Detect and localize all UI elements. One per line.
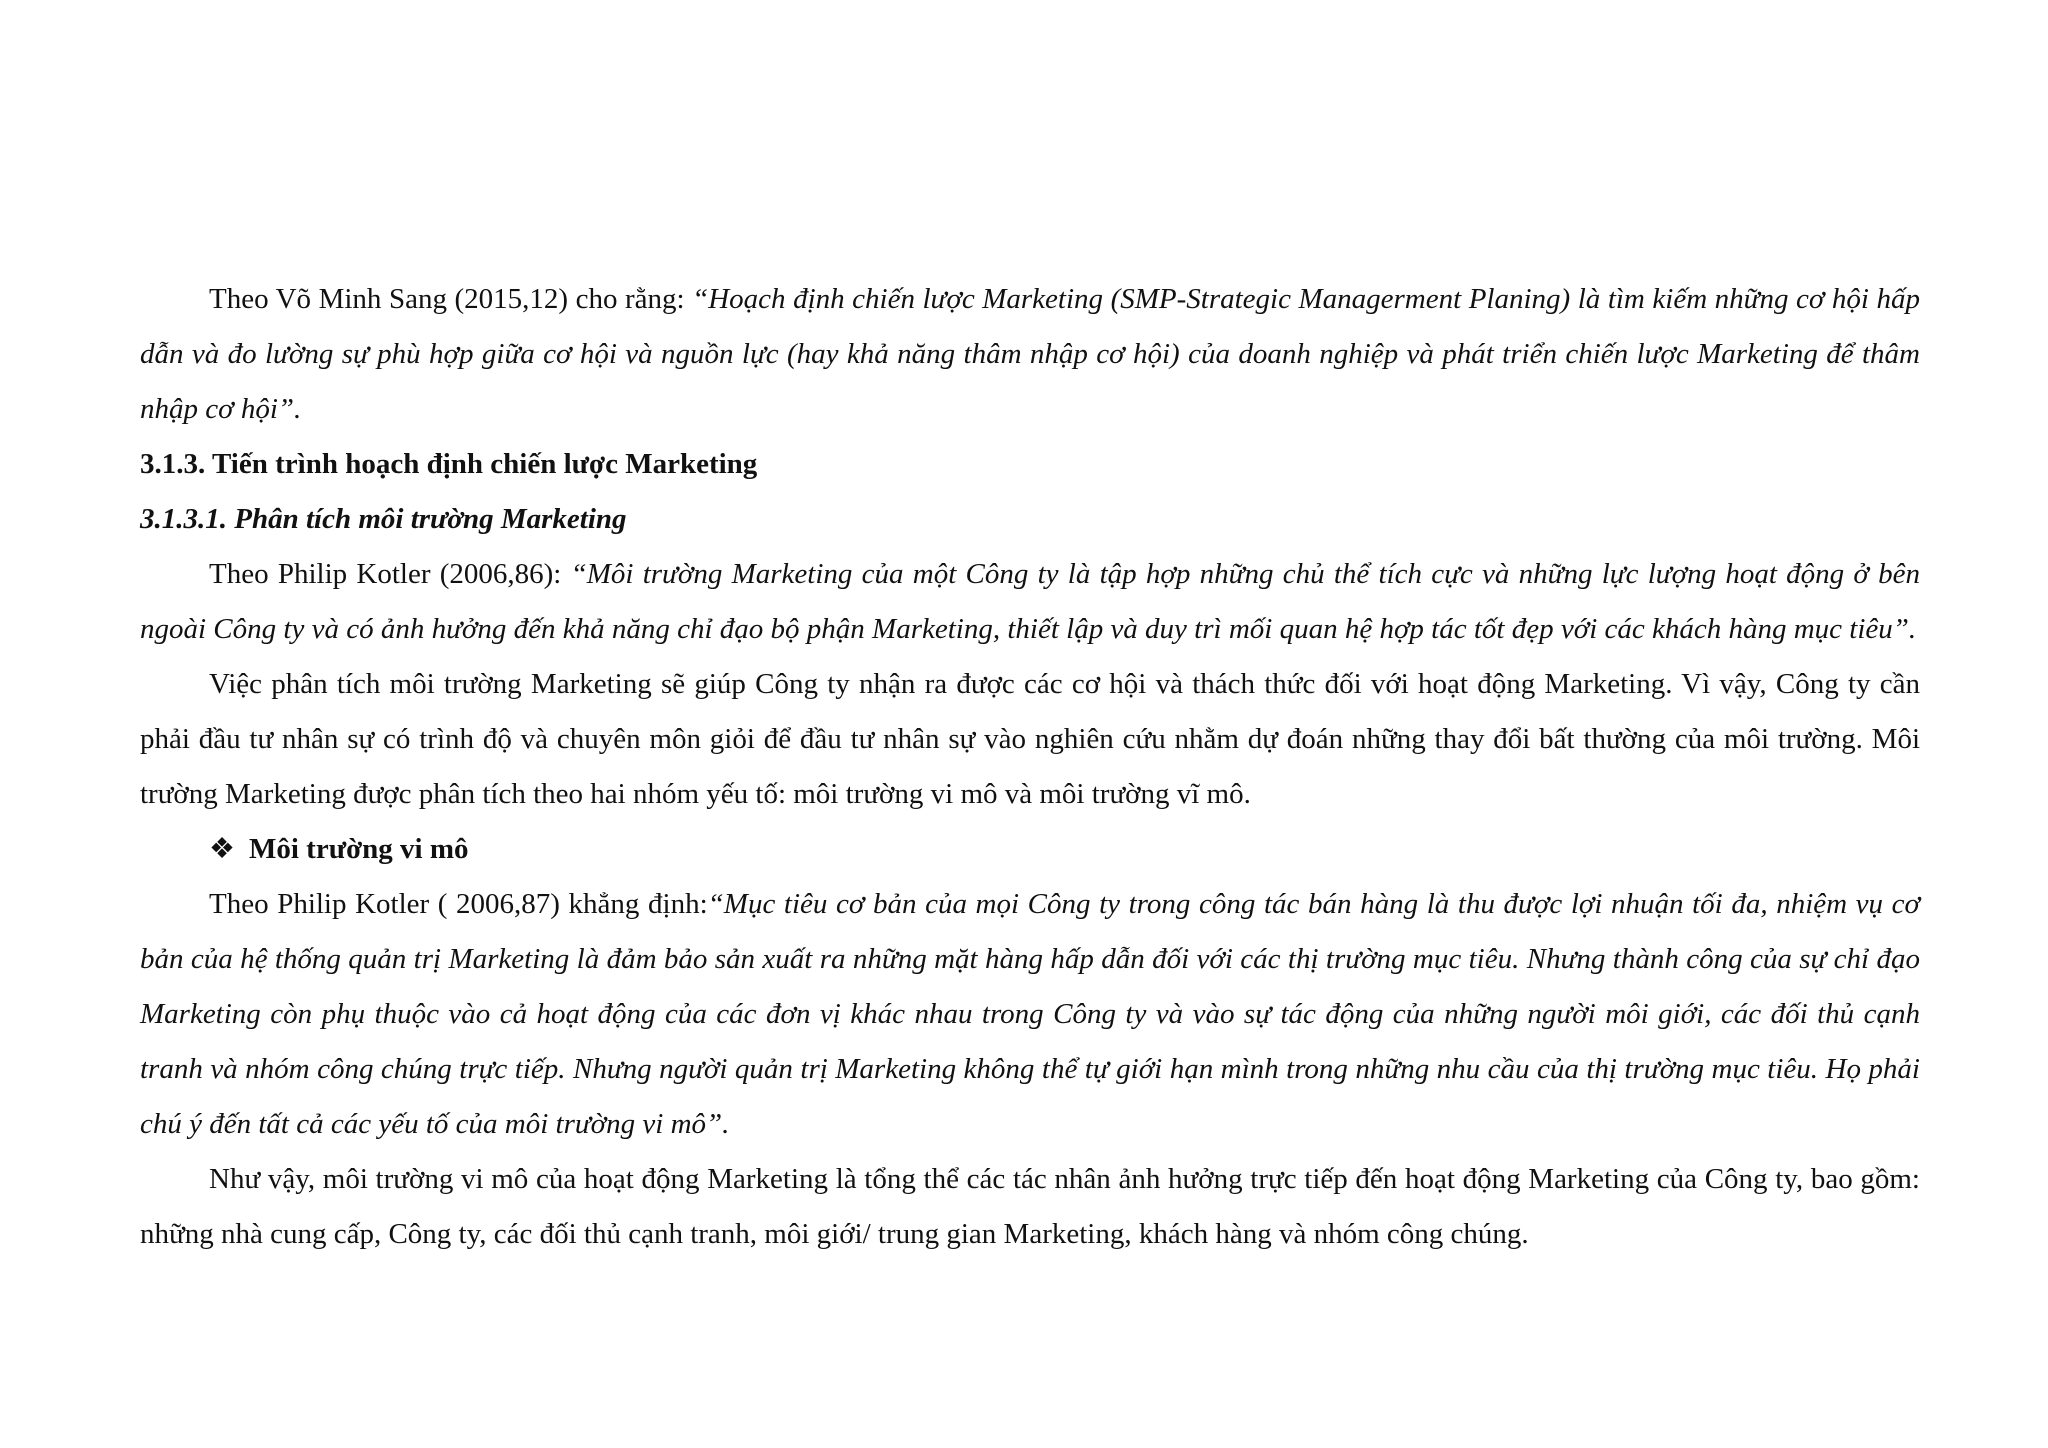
section-heading-3-1-3-1: 3.1.3.1. Phân tích môi trường Marketing (140, 503, 627, 535)
document-page (140, 272, 1920, 1262)
paragraph-lead: Theo Võ Minh Sang (2015,12) cho rằng: (209, 283, 693, 315)
paragraph-kotler-objective (140, 877, 1920, 1152)
paragraph-micro-environment-summary: Như vậy, môi trường vi mô của hoạt động Marketing là tổng thể các tác nhân ảnh hưởng trực tiếp đến hoạt động Marketing của Công ty, bao gồm: những nhà cung cấp, Công ty, các đối thủ cạnh tranh, môi giới/ trung gian Marketing, khách hàng và nhóm công chúng. (140, 1163, 1920, 1250)
paragraph-lead: Theo Philip Kotler ( 2006,87) khẳng định: (209, 888, 708, 920)
paragraph-environment-analysis: Việc phân tích môi trường Marketing sẽ giúp Công ty nhận ra được các cơ hội và thách thức đối với hoạt động Marketing. Vì vậy, Công ty cần phải đầu tư nhân sự có trình độ và chuyên môn giỏi để đầu tư nhân sự vào nghiên cứu nhằm dự đoán những thay đổi bất thường của môi trường. Môi trường Marketing được phân tích theo hai nhóm yếu tố: môi trường vi mô và môi trường vĩ mô. (140, 668, 1920, 810)
paragraph-sang-definition (140, 272, 1920, 437)
paragraph-quote: “Mục tiêu cơ bản của mọi Công ty trong công tác bán hàng là thu được lợi nhuận tối đa, nhiệm vụ cơ bản của hệ thống quản trị Marketing là đảm bảo sản xuất ra những mặt hàng hấp dẫn đối với các thị trường mục tiêu. Nhưng thành công của sự chỉ đạo Marketing còn phụ thuộc vào cả hoạt động của các đơn vị khác nhau trong Công ty và vào sự tác động của những người môi giới, các đối thủ cạnh tranh và nhóm công chúng trực tiếp. Nhưng người quản trị Marketing không thể tự giới hạn mình trong những nhu cầu của thị trường mục tiêu. Họ phải chú ý đến tất cả các yếu tố của môi trường vi mô”. (140, 888, 1920, 1140)
paragraph-quote: “Hoạch định chiến lược Marketing (SMP-Strategic Managerment Planing) là tìm kiếm những cơ hội hấp dẫn và đo lường sự phù hợp giữa cơ hội và nguồn lực (hay khả năng thâm nhập cơ hội) của doanh nghiệp và phát triển chiến lược Marketing để thâm nhập cơ hội”. (140, 283, 1920, 425)
bullet-heading-label: Môi trường vi mô (249, 833, 469, 865)
section-heading-3-1-3: 3.1.3. Tiến trình hoạch định chiến lược Marketing (140, 448, 758, 480)
diamond-bullet-icon: ❖ (209, 833, 235, 865)
paragraph-kotler-environment (140, 547, 1920, 657)
paragraph-lead: Theo Philip Kotler (2006,86): (209, 558, 571, 590)
bullet-heading-micro-environment (140, 822, 1920, 877)
paragraph-quote: “Môi trường Marketing của một Công ty là tập hợp những chủ thể tích cực và những lực lượng hoạt động ở bên ngoài Công ty và có ảnh hưởng đến khả năng chỉ đạo bộ phận Marketing, thiết lập và duy trì mối quan hệ hợp tác tốt đẹp với các khách hàng mục tiêu”. (140, 558, 1921, 645)
